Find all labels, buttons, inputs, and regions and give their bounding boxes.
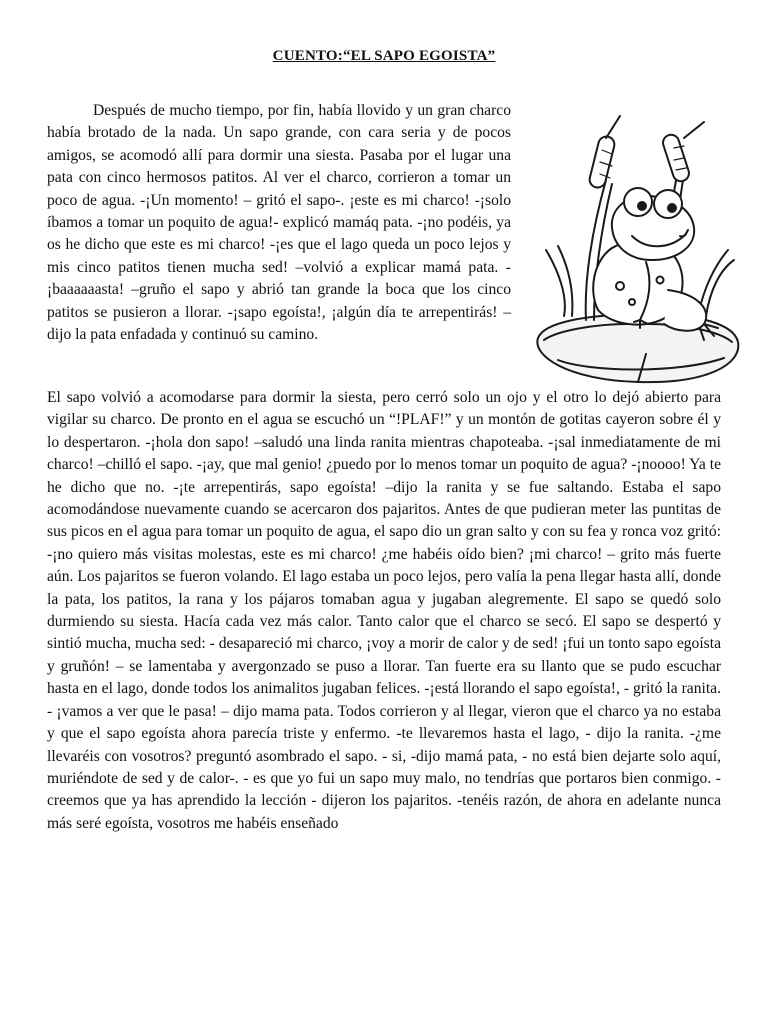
story-title: CUENTO:“EL SAPO EGOISTA” [272, 48, 496, 64]
frog-on-lily-pad-illustration [528, 110, 746, 392]
story-paragraph-1: Después de mucho tiempo, por fin, había llovido y un gran charco había brotado de la nada. Un sapo grande, con cara seria y de pocos amigos, se acomodó allí para dormir una siesta. Pasaba por el lugar una pata con cinco hermosos patitos. Al ver el charco, corrieron a tomar un poco de agua. -¡Un momento! – gritó el sapo-. ¡este es mi charco! -¡solo íbamos a tomar un poquito de agua!- explicó mamáq pata. -¡no podéis, ya os he dicho que este es mi charco! -¡es que el lago queda un poco lejos y mis cinco patitos tienen mucha sed! –volvió a explicar mamá pata. -¡baaaaaasta! –gruño el sapo y abrió tan grande la boca que los cinco patitos se pusieron a llorar. -¡sapo egoísta!, ¡algún día te arrepentirás! –dijo la pata enfadada y continuó su camino. [47, 102, 511, 344]
story-paragraph-2: El sapo volvió a acomodarse para dormir la siesta, pero cerró solo un ojo y el otro lo dejó abierto para vigilar su charco. De pronto en el agua se escuchó un “!PLAF!” y un montón de gotitas cayeron sobre él y lo despertaron. -¡hola don sapo! –saludó una linda ranita mientras chapoteaba. -¡sal inmediatamente de mi charco! –chilló el sapo. -¡ay, que mal genio! ¿puedo por lo menos tomar un poquito de agua? -¡noooo! Ya te he dicho que no. -¡te arrepentirás, sapo egoísta! –dijo la ranita y se fue saltando. Estaba el sapo acomodándose nuevamente cuando se acercaron dos pajaritos. Antes de que pudieran meter las puntitas de sus picos en el agua para tomar un poquito de agua, el sapo dio un gran salto y con su fea y ronca voz gritó: -¡no quiero más visitas molestas, este es mi charco! ¿me habéis oído bien? ¡mi charco! – grito más fuerte aún. Los pajaritos se fueron volando. El lago estaba un poco lejos, pero valía la pena llegar hasta allí, donde la pata, los patitos, la rana y los pájaros tomaban agua y jugaban alegremente. El sapo se quedó solo durmiendo su siesta. Hacía cada vez más calor. Tanto calor que el charco se secó. El sapo se despertó y sintió mucha, mucha sed: - desapareció mi charco, ¡voy a morir de calor y de sed! ¡fui un tonto sapo egoísta y gruñón! – se lamentaba y avergonzado se puso a llorar. Tan fuerte era su llanto que se pudo escuchar hasta en el lago, donde todos los animalitos jugaban felices. -¡está llorando el sapo egoísta!, - gritó la ranita. - ¡vamos a ver que le pasa! – dijo mama pata. Todos corrieron y al llegar, vieron que el charco ya no estaba y que el sapo egoísta ahora parecía triste y enfermo. -te llevaremos hasta el lago, - dijo la ranita. -¿me llevaréis con vosotros? preguntó asombrado el sapo. - si, -dijo mamá pata, - no está bien dejarte solo aquí, muriéndote de sed y de calor-. - es que yo fui un sapo muy malo, no tendrías que portaros bien conmigo. - creemos que ya has aprendido la lección - dijeron los pajaritos. -tenéis razón, de ahora en adelante nunca más seré egoísta, vosotros me habéis enseñado [47, 389, 721, 832]
